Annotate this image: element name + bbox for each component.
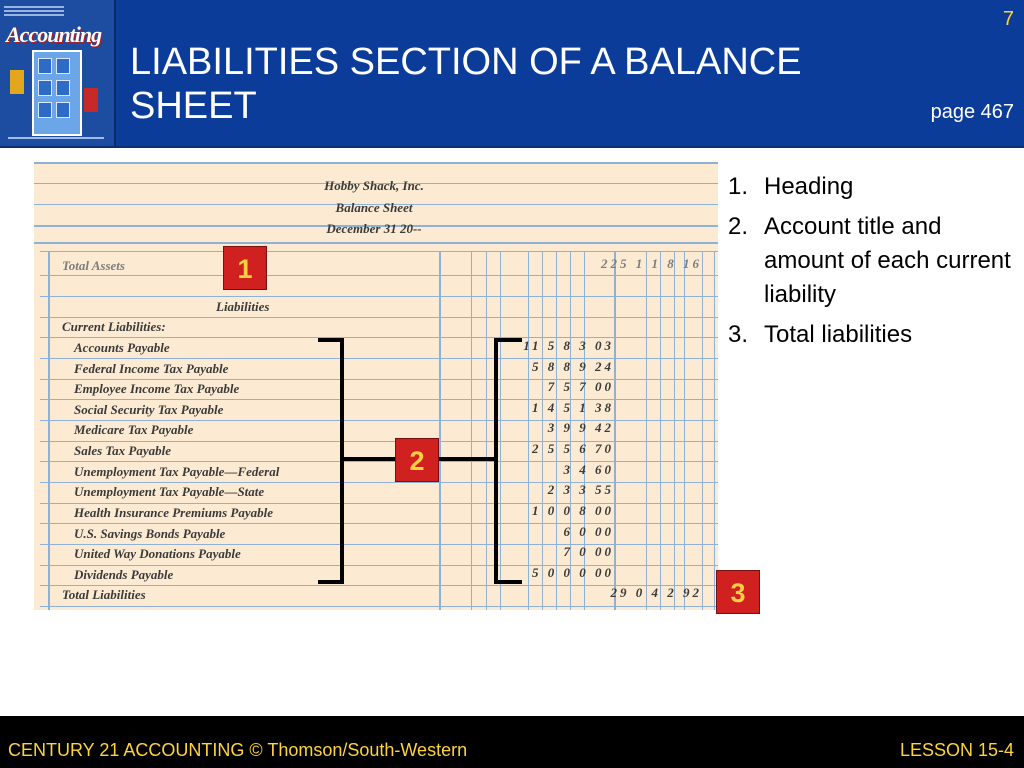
cover-artwork [32,50,82,136]
list-item-text: Account title and amount of each current liability [764,213,1011,308]
column-line [702,251,703,610]
rule-line [40,565,718,566]
rule-line [34,162,718,164]
account-amount: 7 0 00 [563,544,614,559]
account-title: Accounts Payable [74,340,170,355]
callout-1-badge: 1 [223,246,267,290]
list-item [728,170,1018,204]
column-line [674,251,675,610]
rule-line [40,606,718,607]
rule-line [40,482,718,483]
total-assets-amount: 225 1 1 8 16 [601,256,702,271]
explanation-list [728,170,1018,358]
account-title: Social Security Tax Payable [74,402,224,417]
rule-line [40,461,718,462]
account-amount: 5 0 0 0 00 [532,565,614,580]
rule-line [40,317,718,318]
total-liabilities-amount: 29 0 4 2 92 [610,585,702,600]
rule-line [40,399,718,400]
rule-line [40,296,718,297]
company-name: Hobby Shack, Inc. [324,178,424,193]
account-amount: 1 0 0 8 00 [532,503,614,518]
footer-course-credit: CENTURY 21 ACCOUNTING © Thomson/South-Western [8,740,468,760]
account-amount: 6 0 00 [563,524,614,539]
column-line [471,251,472,610]
account-amount: 11 5 8 3 03 [523,338,614,353]
rule-line [40,251,718,252]
cover-decor-block [10,70,24,94]
rule-line [40,420,718,421]
cover-decor-block [84,88,98,112]
account-amount: 5 8 8 9 24 [532,359,614,374]
current-liabilities-label: Current Liabilities: [62,319,166,334]
rule-line [34,242,718,244]
column-line [714,251,715,610]
account-amount: 1 4 5 1 38 [532,400,614,415]
account-title: Unemployment Tax Payable—Federal [74,464,280,479]
callout-2-badge: 2 [395,438,439,482]
statement-date: December 31 20-- [326,221,422,236]
list-item-text: Total liabilities [764,321,913,348]
account-title: Medicare Tax Payable [74,422,194,437]
rule-line [40,503,718,504]
account-title: Sales Tax Payable [74,443,172,458]
rule-line [40,337,718,338]
list-item [728,210,1018,312]
total-liabilities-label: Total Liabilities [62,587,146,602]
rule-line [40,275,718,276]
page-reference: page 467 [930,101,1014,123]
account-amount: 7 5 7 00 [547,379,614,394]
list-item-text: Heading [764,173,854,200]
slide-number: 7 [1002,8,1014,30]
account-title: Unemployment Tax Payable—State [74,484,265,499]
account-title: Employee Income Tax Payable [74,381,240,396]
account-title: United Way Donations Payable [74,546,241,561]
account-amount: 2 5 5 6 70 [532,441,614,456]
statement-name: Balance Sheet [335,200,413,215]
rule-line [40,441,718,442]
list-item-number: 1. [728,173,749,200]
amounts-bracket [494,338,522,584]
rule-line [40,358,718,359]
liabilities-heading: Liabilities [216,299,270,314]
column-line [684,251,685,610]
rule-line [40,523,718,524]
account-title: Dividends Payable [74,567,174,582]
account-title: Health Insurance Premiums Payable [74,505,273,520]
rule-line [40,379,718,380]
account-titles-bracket [318,338,344,584]
list-item-number: 2. [728,213,749,240]
total-assets-label: Total Assets [62,258,125,273]
column-line [439,251,441,610]
list-item-number: 3. [728,321,749,348]
slide-header [0,0,1024,148]
account-amount: 3 4 60 [563,462,614,477]
account-amount: 2 3 3 55 [547,482,614,497]
rule-line [40,544,718,545]
account-amount: 3 9 9 42 [547,420,614,435]
column-line [646,251,647,610]
slide-title: LIABILITIES SECTION OF A BALANCE SHEET [130,41,802,127]
column-line [48,251,50,610]
cover-footer-line [8,137,104,139]
textbook-cover-image [0,0,116,146]
balance-sheet-form [34,162,718,610]
column-line [486,251,487,610]
column-line [614,251,616,610]
list-item [728,318,1018,352]
slide-footer [0,716,1024,768]
cover-small-print [4,6,64,8]
account-title: U.S. Savings Bonds Payable [74,526,226,541]
footer-lesson-number: LESSON 15-4 [899,740,1014,760]
column-line [660,251,661,610]
cover-brand-text: Accounting [6,22,102,47]
account-title: Federal Income Tax Payable [74,361,229,376]
callout-3-badge: 3 [716,570,760,614]
